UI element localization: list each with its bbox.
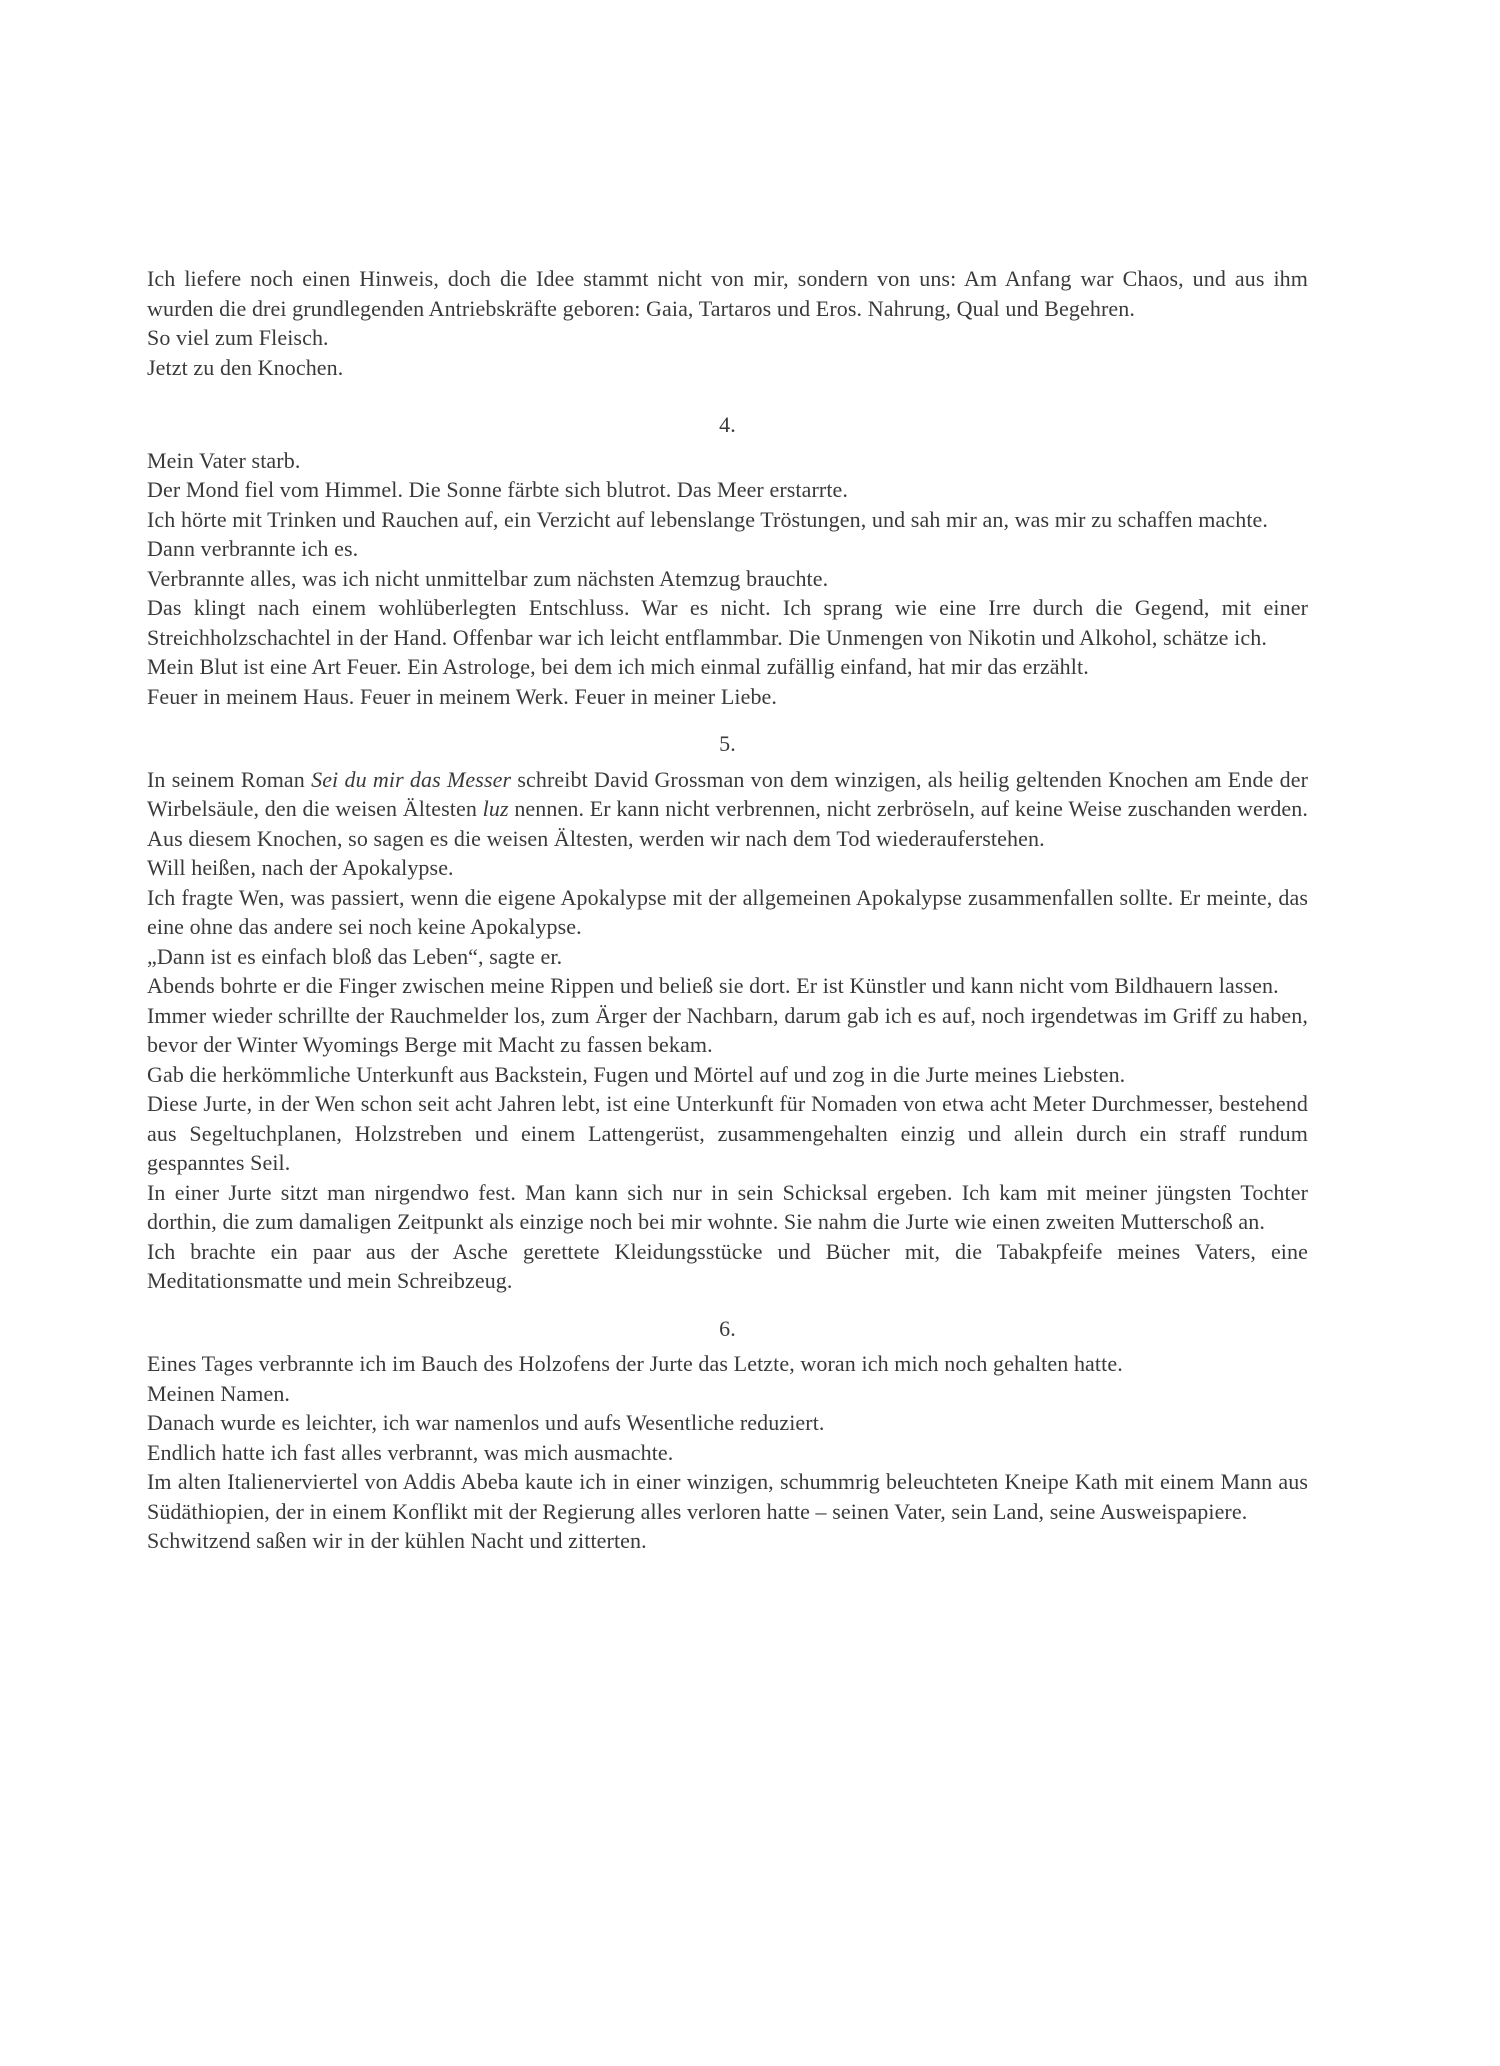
paragraph: Gab die herkömmliche Unterkunft aus Backstein, Fugen und Mörtel auf und zog in die Jurte meines Liebsten.: [147, 1061, 1126, 1087]
section-4: [147, 446, 1308, 712]
paragraph: Immer wieder schrillte der Rauchmelder los, zum Ärger der Nachbarn, darum gab ich es auf, noch irgendetwas im Griff zu haben, bevor der Winter Wyomings Berge mit Macht zu fassen bekam.: [147, 1002, 1308, 1057]
paragraph: Danach wurde es leichter, ich war namenlos und aufs Wesentliche reduziert.: [147, 1410, 825, 1435]
paragraph: Ich fragte Wen, was passiert, wenn die eigene Apokalypse mit der allgemeinen Apokalypse zusammenfallen sollte. Er meinte, das eine ohne das andere sei noch keine Apokalypse.: [147, 884, 1308, 939]
section-number: 6.: [719, 1315, 736, 1341]
paragraph: Schwitzend saßen wir in der kühlen Nacht und zitterten.: [147, 1528, 647, 1553]
section-5: [147, 765, 1308, 1296]
text-run: nennen. Er kann nicht verbrennen, nicht zerbröseln, auf keine Weise zuschanden werden. Aus diesem Knochen, so sagen es die weisen Ältesten, werden wir nach dem Tod wiederauferstehen.: [147, 796, 1308, 851]
paragraph: Mein Vater starb.: [147, 447, 301, 473]
paragraph: Dann verbrannte ich es.: [147, 536, 359, 561]
paragraph: Abends bohrte er die Finger zwischen meine Rippen und beließ sie dort. Er ist Künstler und kann nicht vom Bildhauern lassen.: [147, 973, 1279, 998]
paragraph: Eines Tages verbrannte ich im Bauch des Holzofens der Jurte das Letzte, woran ich mich noch gehalten hatte.: [147, 1351, 1123, 1376]
paragraph: Verbrannte alles, was ich nicht unmittelbar zum nächsten Atemzug brauchte.: [147, 565, 829, 591]
paragraph: Ich brachte ein paar aus der Asche gerettete Kleidungsstücke und Bücher mit, die Tabakpfeife meines Vaters, eine Meditationsmatte und mein Schreibzeug.: [147, 1238, 1308, 1293]
paragraph: Feuer in meinem Haus. Feuer in meinem Werk. Feuer in meiner Liebe.: [147, 683, 778, 709]
section-number: 5.: [719, 731, 736, 756]
paragraph: Ich hörte mit Trinken und Rauchen auf, ein Verzicht auf lebenslange Tröstungen, und sah mir an, was mir zu schaffen machte.: [147, 506, 1268, 532]
paragraph: Mein Blut ist eine Art Feuer. Ein Astrologe, bei dem ich mich einmal zufällig einfand, hat mir das erzählt.: [147, 654, 1089, 679]
document-page: [147, 264, 1308, 1556]
section-number: 4.: [719, 412, 736, 437]
paragraph: Will heißen, nach der Apokalypse.: [147, 855, 454, 880]
intro-section: [147, 264, 1308, 382]
paragraph: Im alten Italienerviertel von Addis Abeba kaute ich in einer winzigen, schummrig beleuchteten Kneipe Kath mit einem Mann aus Südäthiopien, der in einem Konflikt mit der Regierung alles verloren hatte – seinen Vater, sein Land, seine Ausweispapiere.: [147, 1469, 1308, 1524]
paragraph: Meinen Namen.: [147, 1380, 291, 1406]
paragraph: Diese Jurte, in der Wen schon seit acht Jahren lebt, ist eine Unterkunft für Nomaden von etwa acht Meter Durchmesser, bestehend aus Segeltuchplanen, Holzstreben und einem Lattengerüst, zusammengehalten einzig und allein durch ein straff rundum gespanntes Seil.: [147, 1091, 1308, 1175]
emphasized-word: luz: [482, 796, 509, 821]
paragraph: In einer Jurte sitzt man nirgendwo fest. Man kann sich nur in sein Schicksal ergeben. Ich kam mit meiner jüngsten Tochter dorthin, die zum damaligen Zeitpunkt als einzige noch bei mir wohnte. Sie nahm die Jurte wie einen zweiten Mutterschoß an.: [147, 1179, 1308, 1234]
paragraph: Ich liefere noch einen Hinweis, doch die Idee stammt nicht von mir, sondern von uns: Am Anfang war Chaos, und aus ihm wurden die drei grundlegenden Antriebskräfte geboren: Gaia, Tartaros und Eros. Nahrung, Qual und Begehren.: [147, 266, 1308, 321]
paragraph: Das klingt nach einem wohlüberlegten Entschluss. War es nicht. Ich sprang wie eine Irre durch die Gegend, mit einer Streichholzschachtel in der Hand. Offenbar war ich leicht entflammbar. Die Unmengen von Nikotin und Alkohol, schätze ich.: [147, 595, 1308, 650]
paragraph: Der Mond fiel vom Himmel. Die Sonne färbte sich blutrot. Das Meer erstarrte.: [147, 477, 849, 502]
text-run: schreibt David Grossman von dem winzigen, als heilig geltenden Knochen am Ende der Wirbelsäule, den die weisen Ältesten: [147, 766, 1309, 821]
paragraph: „Dann ist es einfach bloß das Leben“, sagte er.: [147, 943, 563, 969]
paragraph: [147, 765, 1308, 854]
paragraph: Jetzt zu den Knochen.: [147, 354, 344, 380]
book-title: Sei du mir das Messer: [311, 766, 512, 792]
text-run: In seinem Roman: [147, 766, 312, 792]
paragraph: So viel zum Fleisch.: [147, 325, 329, 350]
paragraph: Endlich hatte ich fast alles verbrannt, was mich ausmachte.: [147, 1439, 674, 1465]
section-6: [147, 1349, 1308, 1556]
